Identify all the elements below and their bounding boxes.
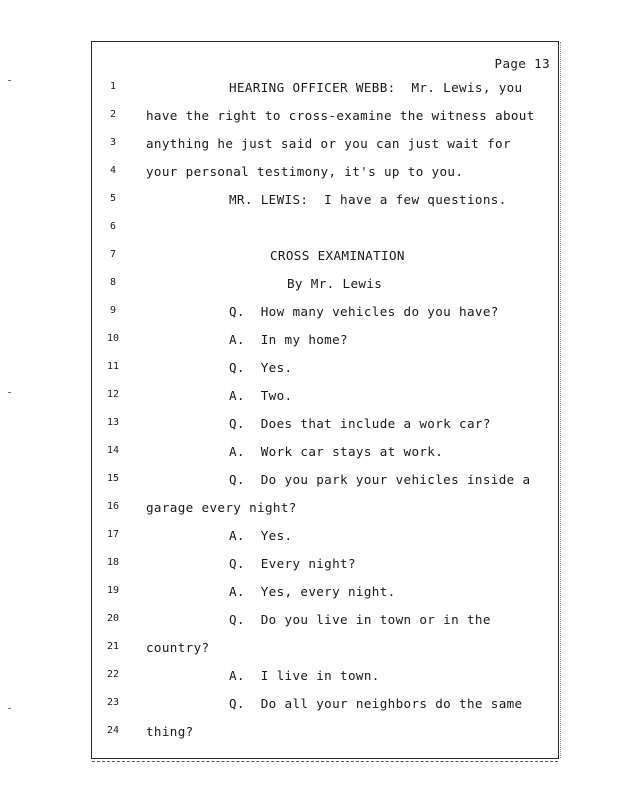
line-number: 2 — [109, 109, 117, 120]
line-number: 22 — [106, 669, 120, 680]
transcript-line — [92, 276, 558, 296]
transcript-line — [92, 360, 558, 380]
line-text: A. Two. — [229, 388, 293, 403]
line-number: 12 — [106, 389, 120, 400]
transcript-line — [92, 640, 558, 660]
line-number: 10 — [106, 333, 120, 344]
line-text: MR. LEWIS: I have a few questions. — [229, 192, 507, 207]
line-number: 20 — [106, 613, 120, 624]
scan-mark — [8, 80, 11, 81]
transcript-line — [92, 136, 558, 156]
transcript-line — [92, 164, 558, 184]
line-text: Q. Do all your neighbors do the same — [229, 696, 523, 711]
line-text: garage every night? — [146, 500, 297, 515]
transcript-line — [92, 248, 558, 268]
transcript-line — [92, 528, 558, 548]
transcript-line — [92, 332, 558, 352]
line-number: 5 — [109, 193, 117, 204]
line-number: 24 — [106, 725, 120, 736]
line-number: 3 — [109, 137, 117, 148]
line-text: A. I live in town. — [229, 668, 380, 683]
line-text: A. Work car stays at work. — [229, 444, 444, 459]
line-number: 11 — [106, 361, 120, 372]
transcript-line — [92, 612, 558, 632]
right-margin-rule — [560, 42, 561, 758]
line-text: Q. Do you live in town or in the — [229, 612, 491, 627]
line-text: Q. How many vehicles do you have? — [229, 304, 499, 319]
transcript-line — [92, 192, 558, 212]
transcript-line — [92, 668, 558, 688]
transcript-line — [92, 444, 558, 464]
examiner-label: By Mr. Lewis — [287, 276, 383, 291]
line-number: 6 — [109, 221, 117, 232]
line-number: 17 — [106, 529, 120, 540]
line-number: 13 — [106, 417, 120, 428]
line-text: country? — [146, 640, 210, 655]
scan-mark — [8, 392, 11, 393]
transcript-line — [92, 304, 558, 324]
line-text: Q. Yes. — [229, 360, 293, 375]
transcript-line — [92, 472, 558, 492]
line-number: 21 — [106, 641, 120, 652]
line-text: Q. Do you park your vehicles inside a — [229, 472, 531, 487]
line-text: Q. Every night? — [229, 556, 356, 571]
transcript-line — [92, 416, 558, 436]
line-number: 1 — [109, 81, 117, 92]
page-number: Page 13 — [494, 56, 550, 71]
line-text: have the right to cross-examine the witness about — [146, 108, 535, 123]
line-text: Q. Does that include a work car? — [229, 416, 491, 431]
line-text: A. Yes. — [229, 528, 293, 543]
line-number: 14 — [106, 445, 120, 456]
line-number: 19 — [106, 585, 120, 596]
line-number: 7 — [109, 249, 117, 260]
transcript-page — [91, 41, 559, 759]
transcript-line — [92, 584, 558, 604]
transcript-line — [92, 220, 558, 240]
section-heading: CROSS EXAMINATION — [270, 248, 405, 263]
line-text: your personal testimony, it's up to you. — [146, 164, 464, 179]
line-number: 18 — [106, 557, 120, 568]
line-text: A. In my home? — [229, 332, 348, 347]
line-number: 23 — [106, 697, 120, 708]
scan-mark — [8, 708, 11, 709]
transcript-line — [92, 500, 558, 520]
transcript-line — [92, 556, 558, 576]
line-number: 15 — [106, 473, 120, 484]
transcript-line — [92, 80, 558, 100]
line-number: 4 — [109, 165, 117, 176]
line-text: thing? — [146, 724, 194, 739]
transcript-line — [92, 108, 558, 128]
line-text: anything he just said or you can just wait for — [146, 136, 511, 151]
transcript-line — [92, 388, 558, 408]
line-number: 9 — [109, 305, 117, 316]
line-number: 16 — [106, 501, 120, 512]
line-text: A. Yes, every night. — [229, 584, 396, 599]
bottom-rule — [92, 761, 558, 762]
line-text: HEARING OFFICER WEBB: Mr. Lewis, you — [229, 80, 523, 95]
transcript-line — [92, 696, 558, 716]
line-number: 8 — [109, 277, 117, 288]
transcript-line — [92, 724, 558, 744]
